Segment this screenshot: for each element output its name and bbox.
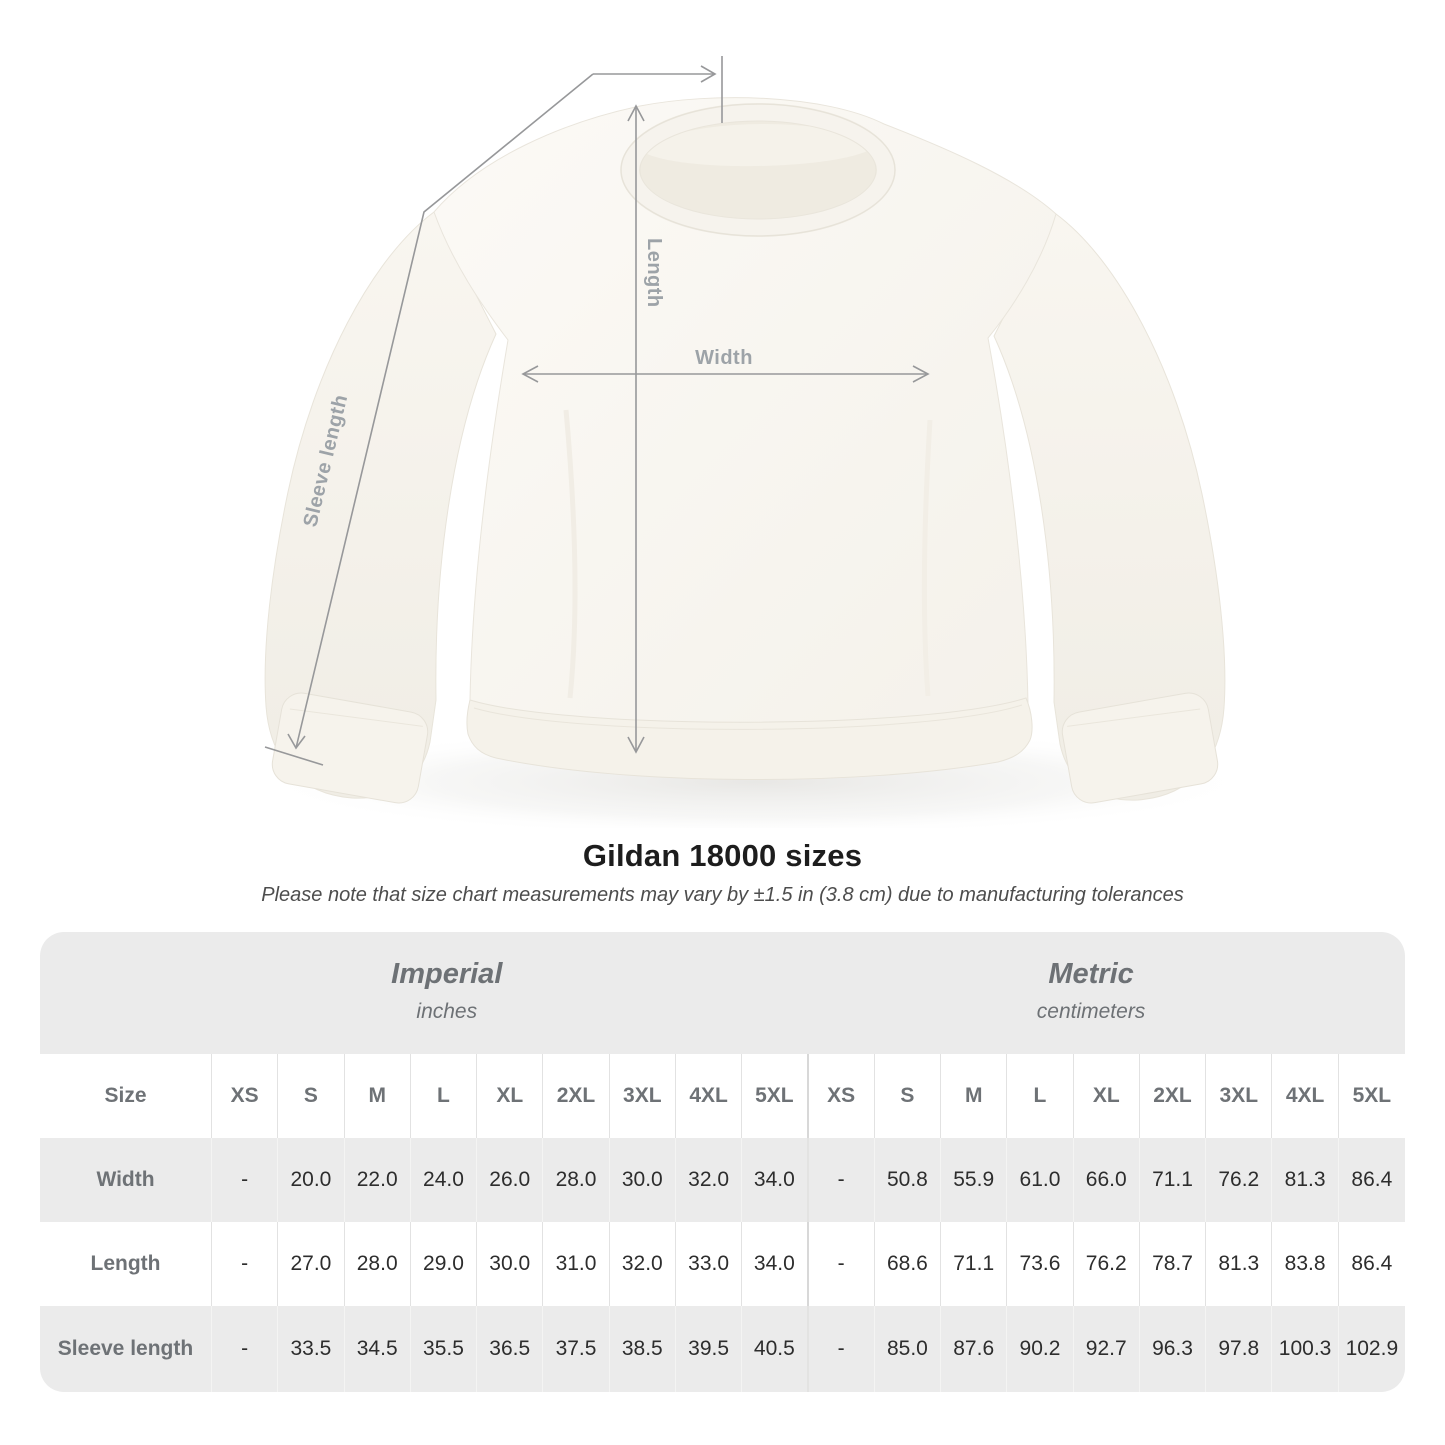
width-metric-value: 86.4 [1351,1168,1393,1191]
size-corner-label: Size [40,1054,212,1138]
length-imperial-value: 33.0 [676,1222,742,1306]
metric-size-header: XS [809,1054,875,1138]
length-imperial-value: 28.0 [345,1222,411,1306]
metric-title: Metric [1048,958,1134,990]
width-metric-value: - [809,1138,875,1222]
imperial-title: Imperial [391,958,503,990]
length-imperial-value: 34.0 [742,1222,808,1306]
sleeve-metric-value: 100.3 [1272,1306,1338,1392]
sleeve-imperial-value: 33.5 [278,1306,344,1392]
length-imperial-value: 27.0 [278,1222,344,1306]
sleeve-imperial-value: 37.5 [543,1306,609,1392]
sleeve-imperial-value: 36.5 [477,1306,543,1392]
length-imperial-value: - [212,1222,278,1306]
metric-size-header: S [875,1054,941,1138]
imperial-size-header: 5XL [742,1054,808,1138]
sleeve-imperial-value: 38.5 [610,1306,676,1392]
title-block [0,838,1445,907]
length-metric-value: 78.7 [1140,1222,1206,1306]
length-metric-value: 76.2 [1074,1222,1140,1306]
width-imperial-value: 30.0 [610,1138,676,1222]
imperial-size-header: L [411,1054,477,1138]
size-header-row [40,1054,1405,1138]
metric-size-header: 2XL [1140,1054,1206,1138]
width-metric-value: 71.1 [1140,1138,1206,1222]
width-imperial-value: 32.0 [676,1138,742,1222]
length-metric-value: 71.1 [941,1222,1007,1306]
metric-unit: centimeters [1036,1000,1146,1023]
table-row-sleeve-length [40,1306,1405,1392]
sleeve-imperial-value: 35.5 [411,1306,477,1392]
tolerance-note: Please note that size chart measurements may vary by ±1.5 in (3.8 cm) due to manufacturing tolerances [261,884,1184,906]
width-imperial-value: 22.0 [345,1138,411,1222]
imperial-size-header: 2XL [543,1054,609,1138]
imperial-size-header: XS [212,1054,278,1138]
unit-group-band [40,932,1405,1054]
length-metric-value: 73.6 [1007,1222,1073,1306]
sleeve-metric-value: 85.0 [875,1306,941,1392]
length-metric-value: - [809,1222,875,1306]
imperial-size-header: S [278,1054,344,1138]
sleeve-imperial-value: 40.5 [742,1306,808,1392]
length-imperial-value: 30.0 [477,1222,543,1306]
length-metric-value: 83.8 [1272,1222,1338,1306]
width-imperial-value: 24.0 [411,1138,477,1222]
length-imperial-value: 29.0 [411,1222,477,1306]
sleeve-imperial-value: 34.5 [345,1306,411,1392]
imperial-size-header: XL [477,1054,543,1138]
width-imperial-value: 34.0 [742,1138,808,1222]
table-row-length [40,1222,1405,1306]
page-title: Gildan 18000 sizes [582,838,863,873]
metric-size-header: 5XL [1352,1084,1392,1107]
length-imperial-value: 31.0 [543,1222,609,1306]
metric-group-header [1037,958,1146,1024]
imperial-unit: inches [416,1000,478,1023]
row-label: Width [40,1138,212,1222]
size-table [40,932,1405,1392]
length-label: Length [643,238,665,308]
width-metric-value: 81.3 [1272,1138,1338,1222]
sleeve-metric-value: 90.2 [1007,1306,1073,1392]
imperial-size-header: M [345,1054,411,1138]
sleeve-length-label: Sleeve length [299,392,353,530]
row-label: Sleeve length [40,1306,212,1392]
sleeve-metric-value: 96.3 [1140,1306,1206,1392]
width-imperial-value: 28.0 [543,1138,609,1222]
table-row-width [40,1138,1405,1222]
imperial-group-header [391,958,502,1024]
sleeve-metric-value: 87.6 [941,1306,1007,1392]
sleeve-metric-value: 102.9 [1345,1337,1399,1360]
length-metric-value: 86.4 [1351,1252,1393,1275]
sleeve-imperial-value: 39.5 [676,1306,742,1392]
width-metric-value: 66.0 [1074,1138,1140,1222]
width-imperial-value: 20.0 [278,1138,344,1222]
width-label: Width [695,347,753,369]
sleeve-metric-value: 97.8 [1206,1306,1272,1392]
metric-size-header: L [1007,1054,1073,1138]
width-metric-value: 76.2 [1206,1138,1272,1222]
metric-size-header: 3XL [1206,1054,1272,1138]
width-imperial-value: 26.0 [477,1138,543,1222]
sleeve-metric-value: - [809,1306,875,1392]
sleeve-imperial-value: - [212,1306,278,1392]
sleeve-metric-value: 92.7 [1074,1306,1140,1392]
width-metric-value: 55.9 [941,1138,1007,1222]
metric-size-header: XL [1074,1054,1140,1138]
length-imperial-value: 32.0 [610,1222,676,1306]
length-metric-value: 68.6 [875,1222,941,1306]
width-metric-value: 61.0 [1007,1138,1073,1222]
metric-size-header: 4XL [1272,1054,1338,1138]
imperial-size-header: 4XL [676,1054,742,1138]
metric-size-header: M [941,1054,1007,1138]
width-metric-value: 50.8 [875,1138,941,1222]
imperial-size-header: 3XL [610,1054,676,1138]
row-label: Length [40,1222,212,1306]
width-imperial-value: - [212,1138,278,1222]
length-metric-value: 81.3 [1206,1222,1272,1306]
